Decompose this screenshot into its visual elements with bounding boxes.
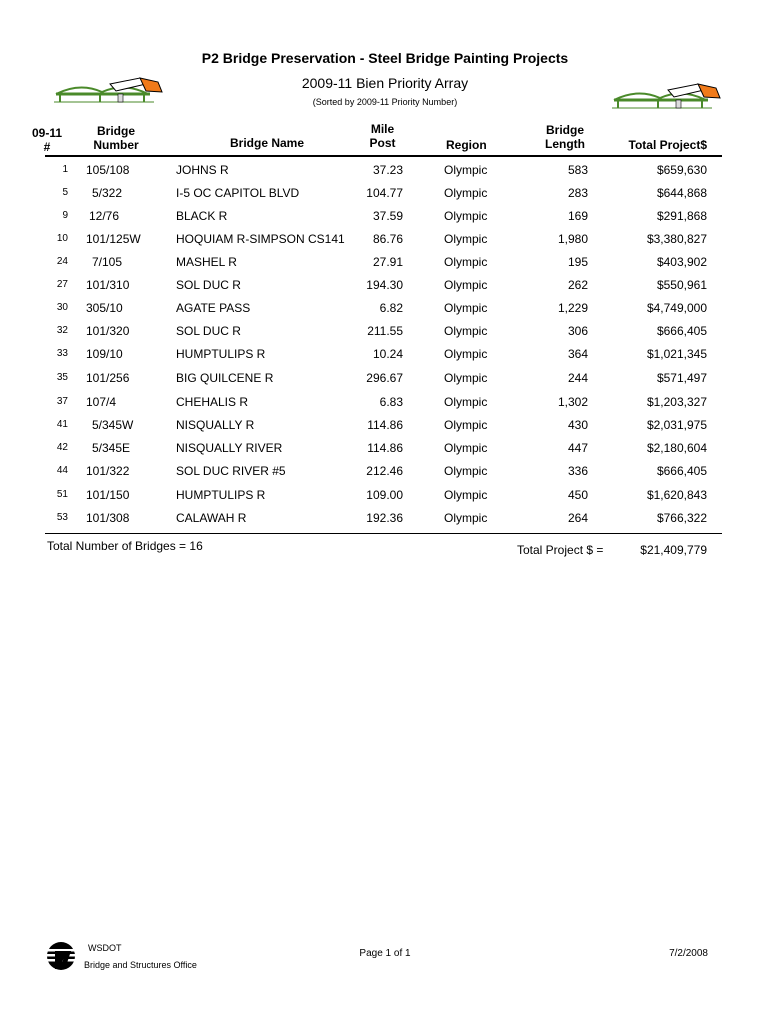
- cell-total-project: $3,380,827: [646, 232, 707, 246]
- cell-bridge-length: 1,302: [557, 395, 588, 409]
- total-project-label: Total Project $ =: [517, 543, 604, 557]
- column-header-priority-line1: 09-11: [31, 126, 63, 140]
- cell-bridge-length: 430: [567, 418, 588, 432]
- cell-region: Olympic: [444, 255, 488, 269]
- cell-total-project: $1,203,327: [646, 395, 707, 409]
- column-header-bridge-number: [90, 124, 142, 152]
- cell-bridge-name: NISQUALLY RIVER: [176, 441, 283, 455]
- total-bridges-count: Total Number of Bridges = 16: [47, 539, 203, 553]
- column-header-bridge-number-line2: Number: [93, 138, 139, 152]
- table-row: [0, 488, 770, 511]
- cell-bridge-name: SOL DUC R: [176, 278, 241, 292]
- cell-priority: 41: [56, 419, 68, 430]
- cell-mile-post: 114.86: [367, 441, 403, 455]
- cell-bridge-number: 12/76: [89, 209, 120, 223]
- cell-region: Olympic: [444, 371, 488, 385]
- table-row: [0, 418, 770, 441]
- footer-org-name: WSDOT: [88, 943, 122, 953]
- cell-priority: 51: [56, 489, 68, 500]
- cell-bridge-length: 264: [567, 511, 588, 525]
- cell-bridge-length: 244: [567, 371, 588, 385]
- cell-bridge-name: HUMPTULIPS R: [176, 347, 266, 361]
- cell-region: Olympic: [444, 301, 488, 315]
- column-header-priority-line2: #: [43, 140, 51, 154]
- cell-bridge-name: MASHEL R: [176, 255, 237, 269]
- cell-total-project: $4,749,000: [646, 301, 707, 315]
- cell-region: Olympic: [444, 324, 488, 338]
- cell-bridge-name: SOL DUC R: [176, 324, 241, 338]
- table-row: [0, 464, 770, 487]
- total-project-value: $21,409,779: [640, 543, 707, 557]
- cell-priority: 30: [56, 302, 68, 313]
- cell-bridge-number: 101/320: [86, 324, 130, 338]
- page-subtitle: 2009-11 Bien Priority Array: [301, 75, 469, 91]
- cell-bridge-name: AGATE PASS: [176, 301, 251, 315]
- column-header-region: Region: [446, 138, 487, 152]
- column-header-mile-post-line2: Post: [369, 136, 396, 150]
- cell-mile-post: 37.23: [372, 163, 403, 177]
- cell-region: Olympic: [444, 347, 488, 361]
- cell-bridge-number: 5/345E: [92, 441, 131, 455]
- cell-region: Olympic: [444, 511, 488, 525]
- table-row: [0, 163, 770, 186]
- footer-divider: [45, 533, 722, 534]
- cell-region: Olympic: [444, 488, 488, 502]
- table-row: [0, 511, 770, 534]
- cell-bridge-length: 447: [567, 441, 588, 455]
- sort-note: (Sorted by 2009-11 Priority Number): [312, 97, 458, 107]
- cell-mile-post: 211.55: [367, 324, 403, 338]
- cell-region: Olympic: [444, 395, 488, 409]
- cell-bridge-length: 364: [567, 347, 588, 361]
- cell-mile-post: 6.83: [379, 395, 403, 409]
- cell-bridge-length: 450: [567, 488, 588, 502]
- cell-priority: 33: [56, 348, 68, 359]
- cell-bridge-number: 101/322: [86, 464, 130, 478]
- cell-bridge-length: 583: [567, 163, 588, 177]
- cell-mile-post: 37.59: [372, 209, 403, 223]
- cell-bridge-number: 101/256: [86, 371, 130, 385]
- table-row: [0, 441, 770, 464]
- cell-bridge-length: 1,980: [557, 232, 588, 246]
- cell-priority: 35: [56, 372, 68, 383]
- cell-region: Olympic: [444, 232, 488, 246]
- cell-bridge-number: 101/125W: [86, 232, 141, 246]
- cell-priority: 9: [62, 210, 68, 221]
- cell-bridge-name: BLACK R: [176, 209, 228, 223]
- cell-mile-post: 27.91: [372, 255, 403, 269]
- column-header-mile-post-line1: Mile: [370, 122, 395, 136]
- cell-region: Olympic: [444, 464, 488, 478]
- cell-bridge-length: 169: [567, 209, 588, 223]
- table-row: [0, 324, 770, 347]
- table-row: [0, 301, 770, 324]
- cell-region: Olympic: [444, 441, 488, 455]
- cell-bridge-number: 5/322: [92, 186, 123, 200]
- table-row: [0, 347, 770, 370]
- cell-total-project: $291,868: [656, 209, 707, 223]
- cell-priority: 24: [56, 256, 68, 267]
- cell-bridge-length: 262: [567, 278, 588, 292]
- cell-priority: 44: [56, 465, 68, 476]
- cell-total-project: $1,620,843: [646, 488, 707, 502]
- cell-total-project: $766,322: [656, 511, 707, 525]
- cell-bridge-length: 336: [567, 464, 588, 478]
- cell-total-project: $571,497: [656, 371, 707, 385]
- cell-mile-post: 6.82: [379, 301, 403, 315]
- cell-mile-post: 86.76: [372, 232, 403, 246]
- cell-total-project: $2,180,604: [646, 441, 707, 455]
- cell-priority: 1: [62, 164, 68, 175]
- cell-total-project: $666,405: [656, 464, 707, 478]
- cell-mile-post: 194.30: [366, 278, 403, 292]
- cell-bridge-name: I-5 OC CAPITOL BLVD: [176, 186, 300, 200]
- cell-region: Olympic: [444, 163, 488, 177]
- cell-bridge-number: 305/10: [86, 301, 123, 315]
- cell-bridge-length: 1,229: [557, 301, 588, 315]
- column-header-priority: [27, 126, 67, 154]
- cell-bridge-number: 101/310: [86, 278, 130, 292]
- table-row: [0, 232, 770, 255]
- cell-region: Olympic: [444, 278, 488, 292]
- page-number: Page 1 of 1: [359, 948, 411, 959]
- cell-bridge-number: 5/345W: [92, 418, 134, 432]
- table-row: [0, 278, 770, 301]
- cell-bridge-name: BIG QUILCENE R: [176, 371, 274, 385]
- page-title: P2 Bridge Preservation - Steel Bridge Painting Projects: [201, 50, 569, 66]
- cell-region: Olympic: [444, 418, 488, 432]
- wsdot-logo-icon: [45, 941, 77, 971]
- cell-bridge-length: 306: [567, 324, 588, 338]
- column-header-bridge-length: [538, 123, 592, 151]
- table-row: [0, 371, 770, 394]
- cell-priority: 37: [56, 396, 68, 407]
- header-divider: [45, 155, 722, 157]
- cell-mile-post: 10.24: [372, 347, 403, 361]
- cell-bridge-number: 101/308: [86, 511, 130, 525]
- table-row: [0, 255, 770, 278]
- cell-mile-post: 296.67: [366, 371, 403, 385]
- cell-priority: 10: [56, 233, 68, 244]
- footer-org-office: Bridge and Structures Office: [84, 960, 197, 970]
- cell-total-project: $1,021,345: [646, 347, 707, 361]
- cell-priority: 32: [56, 325, 68, 336]
- cell-bridge-length: 195: [567, 255, 588, 269]
- cell-mile-post: 104.77: [366, 186, 403, 200]
- cell-priority: 5: [62, 187, 68, 198]
- cell-bridge-number: 107/4: [86, 395, 117, 409]
- cell-mile-post: 192.36: [366, 511, 403, 525]
- cell-priority: 42: [56, 442, 68, 453]
- cell-bridge-number: 101/150: [86, 488, 130, 502]
- cell-bridge-length: 283: [567, 186, 588, 200]
- cell-bridge-number: 7/105: [92, 255, 123, 269]
- cell-total-project: $550,961: [656, 278, 707, 292]
- cell-bridge-name: HUMPTULIPS R: [176, 488, 266, 502]
- cell-bridge-number: 105/108: [86, 163, 130, 177]
- cell-total-project: $403,902: [656, 255, 707, 269]
- column-header-bridge-length-line2: Length: [545, 137, 585, 151]
- cell-bridge-name: CALAWAH R: [176, 511, 247, 525]
- cell-total-project: $659,630: [656, 163, 707, 177]
- column-header-total-project: Total Project$: [628, 138, 707, 152]
- cell-bridge-name: HOQUIAM R-SIMPSON CS141: [176, 232, 345, 246]
- table-row: [0, 186, 770, 209]
- cell-mile-post: 212.46: [366, 464, 403, 478]
- cell-mile-post: 109.00: [366, 488, 403, 502]
- cell-bridge-name: SOL DUC RIVER #5: [176, 464, 286, 478]
- cell-mile-post: 114.86: [367, 418, 403, 432]
- table-row: [0, 209, 770, 232]
- column-header-mile-post: [355, 122, 410, 150]
- table-row: [0, 395, 770, 418]
- column-header-bridge-number-line1: Bridge: [96, 124, 135, 138]
- report-date: 7/2/2008: [669, 948, 708, 959]
- column-header-bridge-name: Bridge Name: [230, 136, 305, 150]
- cell-total-project: $666,405: [656, 324, 707, 338]
- cell-bridge-name: NISQUALLY R: [176, 418, 255, 432]
- cell-total-project: $644,868: [656, 186, 707, 200]
- cell-bridge-number: 109/10: [86, 347, 123, 361]
- column-header-bridge-length-line1: Bridge: [545, 123, 584, 137]
- cell-priority: 53: [56, 512, 68, 523]
- cell-region: Olympic: [444, 209, 488, 223]
- cell-total-project: $2,031,975: [646, 418, 707, 432]
- cell-region: Olympic: [444, 186, 488, 200]
- cell-priority: 27: [56, 279, 68, 290]
- cell-bridge-name: JOHNS R: [176, 163, 229, 177]
- cell-bridge-name: CHEHALIS R: [176, 395, 249, 409]
